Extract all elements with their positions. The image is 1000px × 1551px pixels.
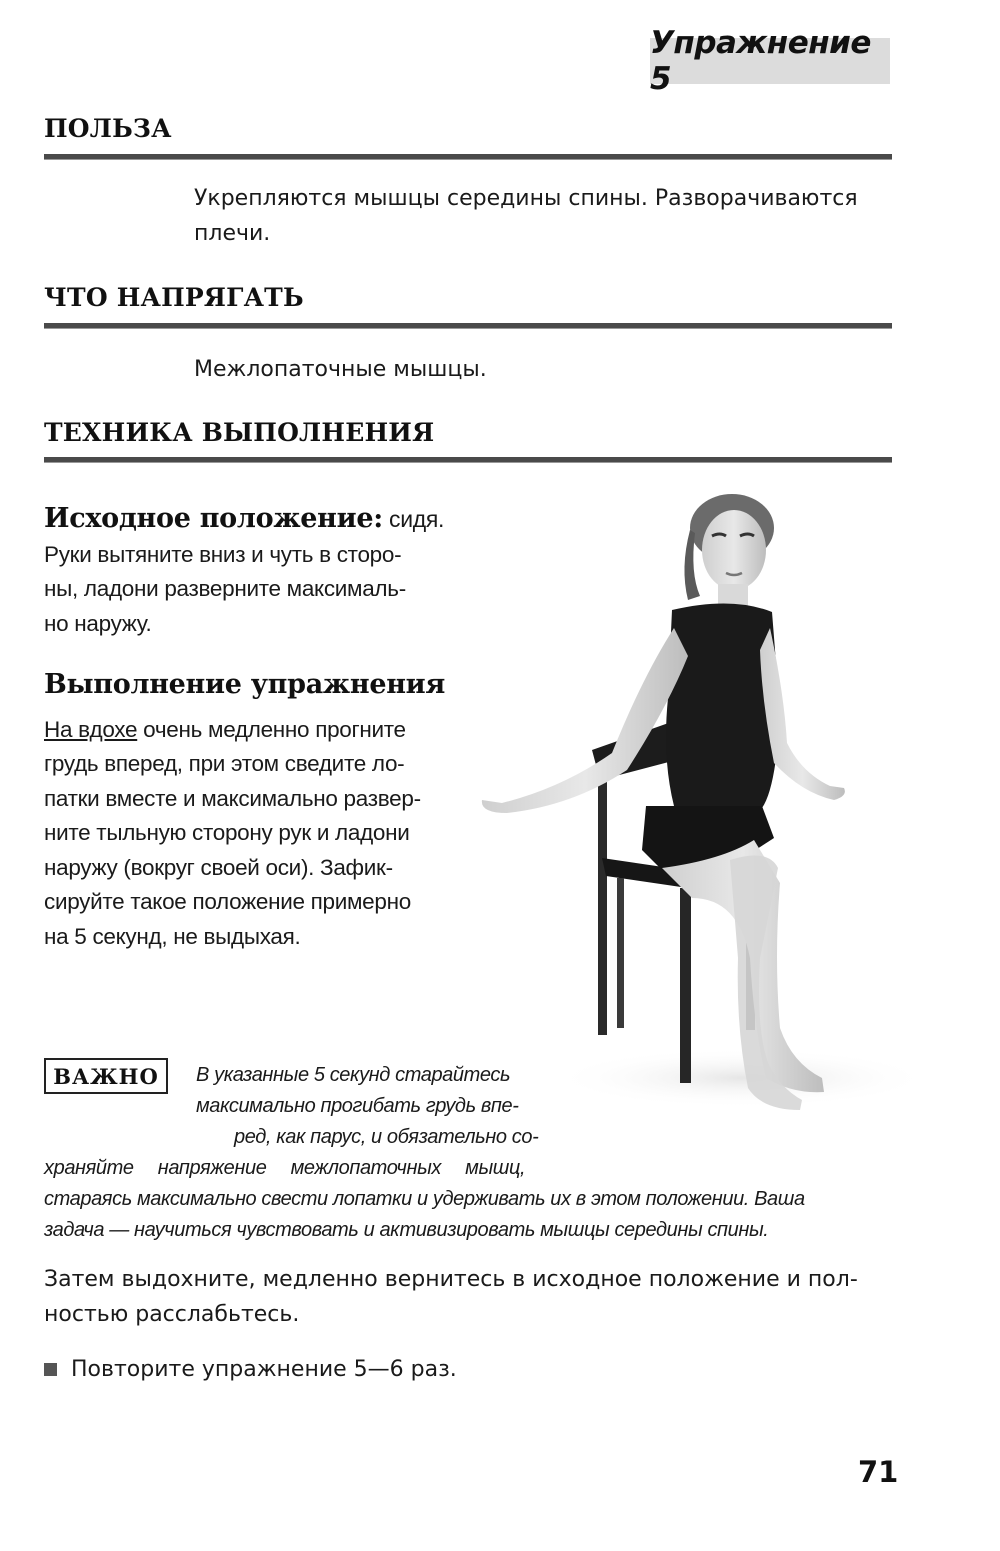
execution-line: грудь вперед, при этом сведите ло- <box>44 751 405 776</box>
important-note-line: В указанные 5 секунд старайтесь <box>196 1064 511 1086</box>
exercise-label: Упражнение 5 <box>650 38 890 84</box>
start-position-block <box>44 502 454 641</box>
important-note-line: максимально прогибать грудь впе- <box>196 1095 519 1117</box>
start-position-heading: Исходное положение: <box>44 503 383 534</box>
section-divider <box>44 154 892 160</box>
execution-line: наружу (вокруг своей оси). Зафик- <box>44 854 393 880</box>
start-position-line: но наружу. <box>44 610 152 636</box>
benefit-text-line: Укрепляются мышцы середины спины. Разворачиваются <box>194 186 858 211</box>
repeat-instruction <box>44 1352 457 1387</box>
important-note-line: стараясь максимально свести лопатки и удерживать их в этом положении. Ваша <box>44 1188 805 1210</box>
start-position-line: ны, ладони разверните максималь- <box>44 576 406 601</box>
benefit-text-line: плечи. <box>194 221 271 246</box>
execution-lead: На вдохе <box>44 716 138 742</box>
benefit-text <box>194 181 894 251</box>
repeat-text: Повторите упражнение 5—6 раз. <box>71 1357 457 1382</box>
execution-line: патки вместе и максимально развер- <box>44 785 421 811</box>
after-text-line: Затем выдохните, медленно вернитесь в исходное положение и пол- <box>44 1267 858 1292</box>
execution-line: ните тыльную сторону рук и ладони <box>44 820 410 845</box>
important-note-line: ред, как парус, и обязательно со- <box>234 1126 539 1148</box>
section-title-benefit: ПОЛЬЗА <box>44 114 172 143</box>
important-note <box>44 1060 896 1246</box>
after-text-line: ностью расслабьтесь. <box>44 1302 300 1327</box>
section-title-technique: ТЕХНИКА ВЫПОЛНЕНИЯ <box>44 418 435 447</box>
execution-block <box>44 668 454 954</box>
important-note-line: храняйте напряжение межлопаточных мышц, <box>44 1157 526 1179</box>
start-position-heading-tail: сидя. <box>382 506 445 532</box>
execution-line: сируйте такое положение примерно <box>44 889 411 914</box>
important-label: ВАЖНО <box>44 1058 168 1094</box>
section-title-tension: ЧТО НАПРЯГАТЬ <box>44 283 304 312</box>
tension-text: Межлопаточные мышцы. <box>194 357 487 382</box>
execution-line-rest: очень медленно прогните <box>137 716 406 742</box>
square-bullet-icon <box>44 1363 57 1376</box>
page-number: 71 <box>858 1455 899 1489</box>
seated-woman-chair-photo <box>462 488 912 1118</box>
section-divider <box>44 323 892 329</box>
start-position-line: Руки вытяните вниз и чуть в сторо- <box>44 541 402 567</box>
execution-line: на 5 секунд, не выдыхая. <box>44 923 301 949</box>
after-text <box>44 1262 896 1332</box>
important-note-line: задача — научиться чувствовать и активизировать мышцы середины спины. <box>44 1219 769 1241</box>
section-divider <box>44 457 892 463</box>
execution-heading: Выполнение упражнения <box>44 669 446 700</box>
